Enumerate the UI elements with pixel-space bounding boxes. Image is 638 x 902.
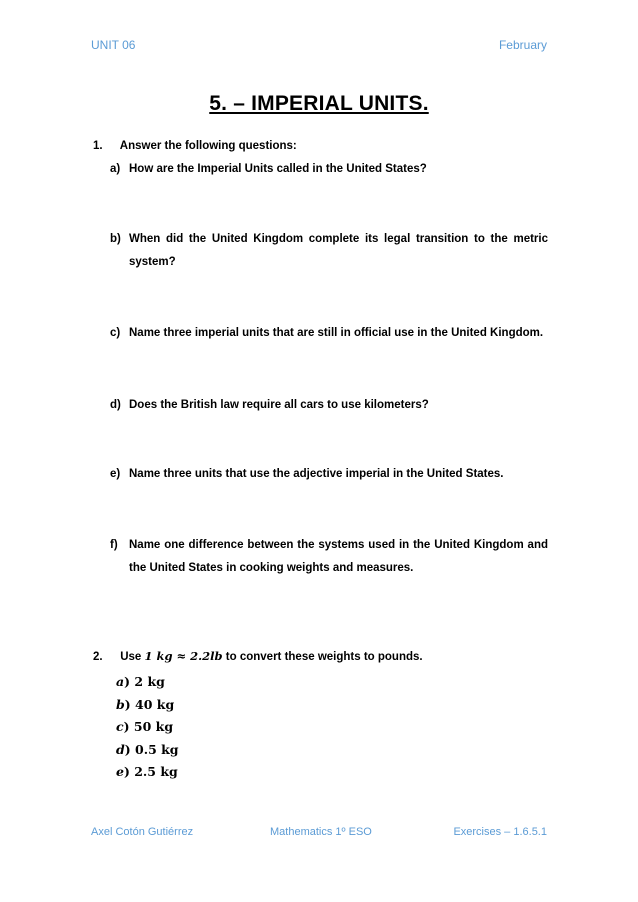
question-2-number: 2. [93, 651, 103, 663]
question-1d-text: Does the British law require all cars to use kilometers? [129, 399, 429, 411]
question-1-text: Answer the following questions: [119, 140, 297, 152]
weight-item-c: c) 50 kg [116, 719, 174, 734]
question-1b-label: b) [110, 233, 121, 245]
question-1-number: 1. [93, 140, 103, 152]
question-1c-label: c) [110, 327, 121, 339]
question-1a [110, 158, 548, 181]
question-1d-label: d) [110, 399, 121, 411]
weight-item-value: 2 kg [134, 674, 165, 689]
weight-item-label: e [116, 764, 124, 779]
question-1b-text: When did the United Kingdom complete its legal transition to the metric system? [129, 233, 548, 268]
question-1e [110, 463, 548, 486]
footer-exercise-code: Exercises – 1.6.5.1 [453, 826, 547, 838]
question-1a-label: a) [110, 163, 121, 175]
question-1c [110, 322, 548, 345]
question-1 [93, 140, 297, 152]
weight-item-e: e) 2.5 kg [116, 764, 178, 779]
header-month: February [498, 38, 547, 52]
page-title: 5. – IMPERIAL UNITS. [209, 92, 429, 115]
question-1f-label: f) [110, 539, 118, 551]
question-1a-text: How are the Imperial Units called in the United States? [129, 163, 427, 175]
conversion-formula: 1 kg ≈ 2.2lb [144, 649, 223, 663]
footer-author: Axel Cotón Gutiérrez [91, 826, 194, 838]
weight-item-d: d) 0.5 kg [116, 741, 179, 757]
question-1c-text: Name three imperial units that are still in official use in the United Kingdom. [129, 327, 544, 339]
weight-item-label: b [116, 696, 125, 712]
weight-item-b: b) 40 kg [116, 696, 175, 712]
weight-item-value: 50 kg [133, 719, 174, 734]
question-1f [110, 534, 548, 580]
weight-item-a: a) 2 kg [116, 674, 165, 689]
question-1e-text: Name three units that use the adjective imperial in the United States. [129, 468, 504, 480]
footer-subject: Mathematics 1º ESO [270, 826, 372, 838]
question-1b [110, 228, 548, 274]
question-2 [93, 649, 423, 663]
weight-item-value: 0.5 kg [135, 741, 179, 757]
weight-item-value: 2.5 kg [134, 764, 178, 779]
question-1f-text: Name one difference between the systems used in the United Kingdom and the United States in cooking weights and measures. [129, 539, 548, 574]
weight-item-label: c [116, 719, 124, 734]
question-2-prefix: Use [120, 651, 142, 663]
weight-item-label: a [116, 674, 125, 689]
weight-item-value: 40 kg [135, 696, 175, 712]
question-1d [110, 394, 548, 417]
header-unit: UNIT 06 [91, 38, 136, 52]
weight-item-label: d [116, 741, 125, 757]
weights-list [116, 671, 179, 784]
question-1e-label: e) [110, 468, 121, 480]
question-2-suffix: to convert these weights to pounds. [225, 651, 423, 663]
